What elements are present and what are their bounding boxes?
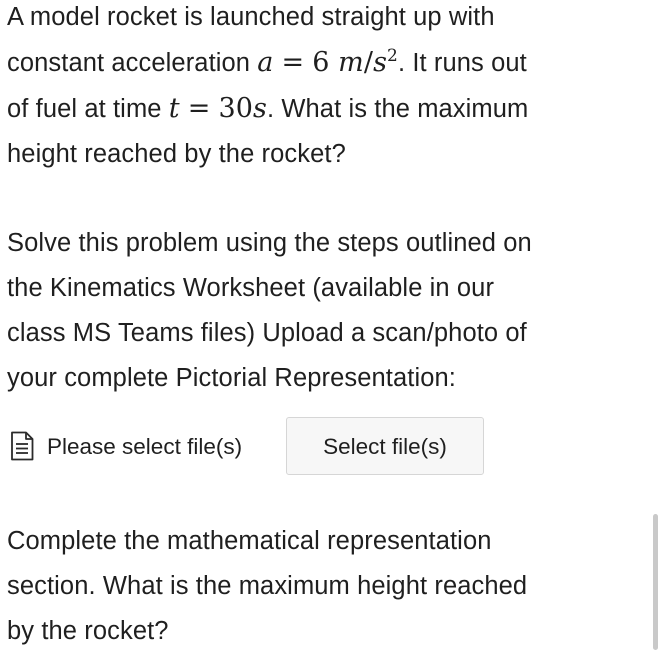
question-line-3 (7, 86, 647, 132)
instructions-line-2: the Kinematics Worksheet (available in our (7, 274, 495, 302)
acceleration-unit-m: m (338, 47, 364, 78)
question-line-3-prefix: of fuel at time (7, 95, 169, 123)
instructions-line-3: class MS Teams files) Upload a scan/photo of (7, 319, 527, 347)
time-formula (169, 93, 267, 124)
followup-line-2: section. What is the maximum height reached (7, 572, 528, 600)
acceleration-unit-slash: / (363, 47, 374, 78)
acceleration-equals: = (281, 47, 305, 78)
acceleration-variable: a (257, 47, 274, 78)
acceleration-formula (257, 47, 398, 78)
document-icon (10, 431, 34, 461)
instructions-text (7, 221, 647, 401)
time-value: 30 (218, 93, 254, 124)
instructions-line-4: your complete Pictorial Representation: (7, 364, 456, 392)
file-status-label: Please select file(s) (47, 434, 243, 459)
question-line-2 (7, 40, 647, 86)
time-unit: s (253, 93, 267, 124)
question-text (7, 0, 647, 177)
file-upload-row (7, 417, 567, 477)
acceleration-value: 6 (312, 47, 330, 78)
followup-line-1: Complete the mathematical representation (7, 527, 492, 555)
acceleration-unit-exponent: 2 (387, 46, 398, 66)
acceleration-unit-s: s (373, 47, 388, 78)
followup-line-3: by the rocket? (7, 617, 169, 645)
time-equals: = (187, 93, 211, 124)
question-line-4: height reached by the rocket? (7, 140, 346, 168)
followup-text (7, 519, 647, 654)
time-variable: t (168, 93, 180, 124)
instructions-line-1: Solve this problem using the steps outlined on (7, 229, 532, 257)
scrollbar-thumb[interactable] (653, 514, 658, 650)
question-line-2-suffix: . It runs out (397, 49, 527, 77)
select-files-button[interactable]: Select file(s) (286, 417, 484, 475)
question-line-3-suffix: . What is the maximum (266, 95, 529, 123)
question-line-2-prefix: constant acceleration (7, 49, 258, 77)
question-line-1: A model rocket is launched straight up with (7, 3, 495, 31)
